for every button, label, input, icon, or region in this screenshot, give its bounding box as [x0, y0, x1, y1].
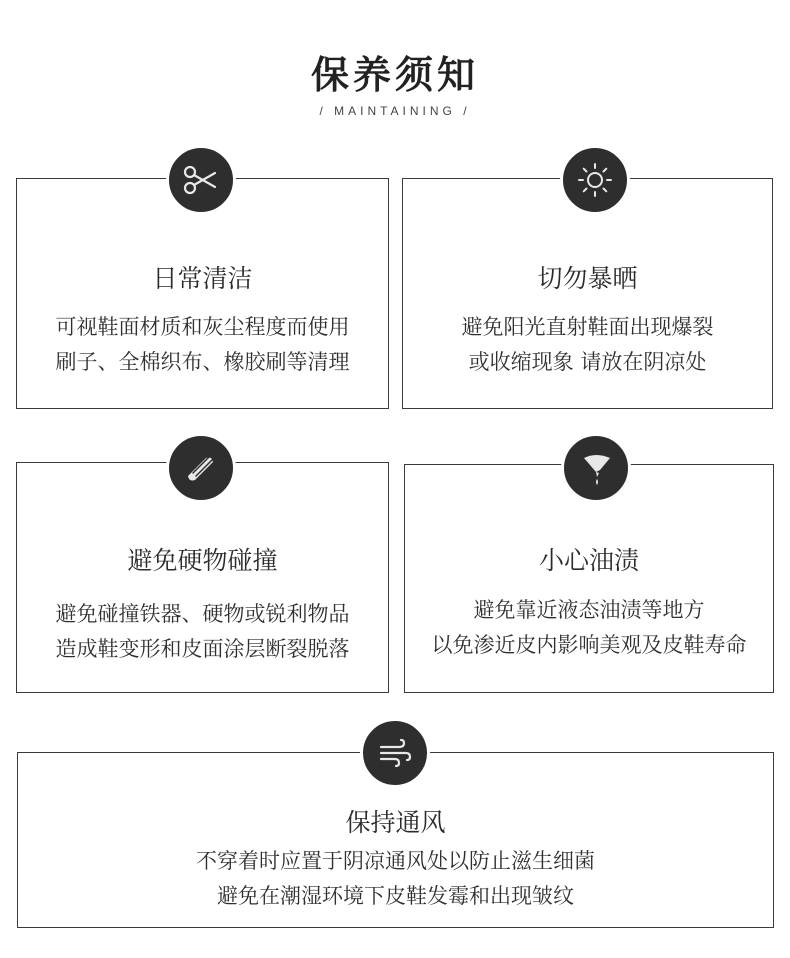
card-text-line: 避免在潮湿环境下皮鞋发霉和出现皱纹	[217, 884, 574, 908]
card-text-line: 以免渗近皮内影响美观及皮鞋寿命	[431, 633, 747, 657]
card-title: 避免硬物碰撞	[127, 546, 278, 575]
sun-icon	[560, 145, 630, 215]
wind-icon	[360, 718, 430, 788]
page-subtitle: / MAINTAINING /	[319, 104, 471, 118]
page-title: 保养须知	[310, 53, 479, 97]
card-title: 保持通风	[345, 808, 446, 837]
card-text-line: 避免阳光直射鞋面出现爆裂	[461, 315, 714, 339]
oil-drop-icon	[561, 433, 631, 503]
scissors-icon	[166, 145, 236, 215]
brush-icon	[166, 433, 236, 503]
card-text-line: 避免碰撞铁器、硬物或锐利物品	[55, 602, 350, 626]
card-title: 小心油渍	[538, 546, 639, 575]
card-text-line: 或收缩现象 请放在阴凉处	[468, 350, 707, 374]
card-text-line: 刷子、全棉织布、橡胶刷等清理	[55, 350, 350, 374]
card-text-line: 可视鞋面材质和灰尘程度而使用	[55, 315, 350, 339]
card-text-line: 避免靠近液态油渍等地方	[473, 598, 705, 622]
card-text-line: 造成鞋变形和皮面涂层断裂脱落	[55, 637, 350, 661]
card-text-line: 不穿着时应置于阴凉通风处以防止滋生细菌	[196, 849, 595, 873]
card-title: 日常清洁	[152, 264, 253, 293]
card-title: 切勿暴晒	[537, 264, 638, 293]
